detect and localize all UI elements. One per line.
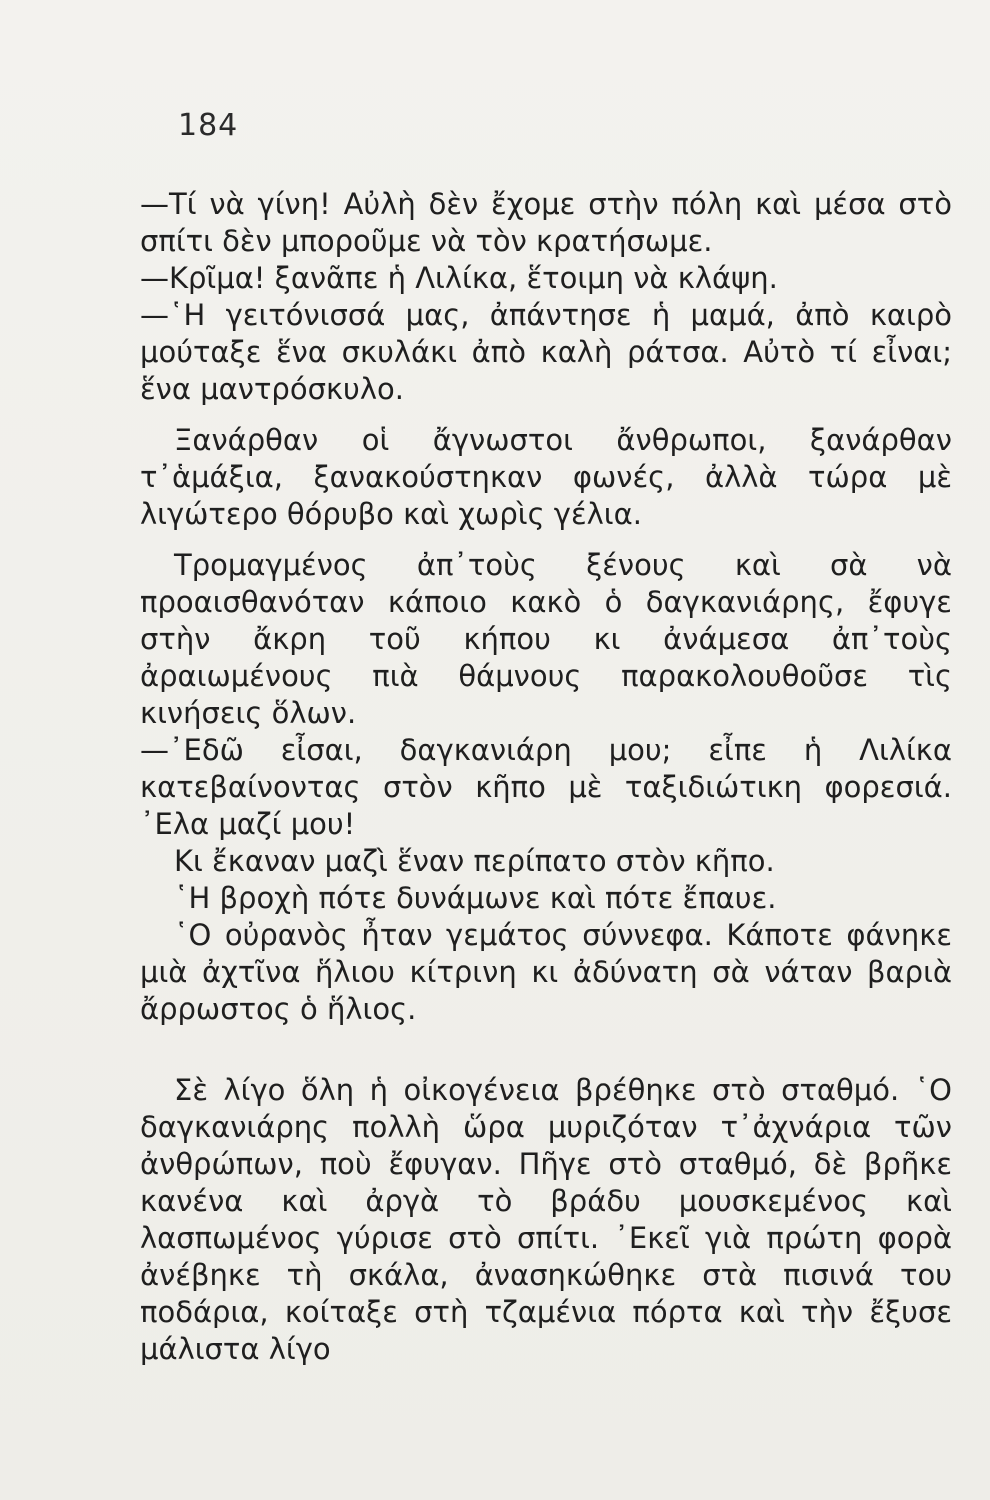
paragraph-2: —Κρῖμα! ξανᾶπε ἡ Λιλίκα, ἕτοιμη νὰ κλάψη. xyxy=(140,261,778,295)
paragraph-6: —᾽Εδῶ εἶσαι, δαγκανιάρη μου; εἶπε ἡ Λιλίκα κατεβαίνοντας στὸν κῆπο μὲ ταξιδιώτικη φορεσιά. ᾽Ελα μαζί μου! xyxy=(140,733,952,841)
paragraph-1: —Τί νὰ γίνη! Αὐλὴ δὲν ἔχομε στὴν πόλη καὶ μέσα στὸ σπίτι δὲν μποροῦμε νὰ τὸν κρατήσωμε. xyxy=(140,187,952,258)
paragraph-4: Ξανάρθαν οἱ ἄγνωστοι ἄνθρωποι, ξανάρθαν τ᾽ἁμάξια, ξανακούστηκαν φωνές, ἀλλὰ τώρα μὲ λιγώτερο θόρυβο καὶ χωρὶς γέλια. xyxy=(140,423,952,531)
paragraph-8: ῾Η βροχὴ πότε δυνάμωνε καὶ πότε ἔπαυε. xyxy=(174,881,777,915)
body-text xyxy=(140,186,952,1368)
paragraph-7: Κι ἔκαναν μαζὶ ἕναν περίπατο στὸν κῆπο. xyxy=(174,844,775,878)
paragraph-3: —῾Η γειτόνισσά μας, ἀπάντησε ἡ μαμά, ἀπὸ καιρὸ μούταξε ἕνα σκυλάκι ἀπὸ καλὴ ράτσα. Αὐτὸ τί εἶναι; ἕνα μαντρόσκυλο. xyxy=(140,298,952,406)
paragraph-10: Σὲ λίγο ὅλη ἡ οἰκογένεια βρέθηκε στὸ σταθμό. ῾Ο δαγκανιάρης πολλὴ ὥρα μυριζόταν τ᾽ἀχνάρια τῶν ἀνθρώπων, ποὺ ἔφυγαν. Πῆγε στὸ σταθμό, δὲ βρῆκε κανένα καὶ ἀργὰ τὸ βράδυ μουσκεμένος καὶ λασπωμένος γύρισε στὸ σπίτι. ᾽Εκεῖ γιὰ πρώτη φορὰ ἀνέβηκε τὴ σκάλα, ἀνασηκώθηκε στὰ πισινά του ποδάρια, κοίταξε στὴ τζαμένια πόρτα καὶ τὴν ἔξυσε μάλιστα λίγο xyxy=(140,1073,952,1366)
page-number: 184 xyxy=(178,108,239,143)
paragraph-5: Τρομαγμένος ἀπ᾽τοὺς ξένους καὶ σὰ νὰ προαισθανόταν κάποιο κακὸ ὁ δαγκανιάρης, ἔφυγε στὴν ἄκρη τοῦ κήπου κι ἀνάμεσα ἀπ᾽τοὺς ἀραιωμένους πιὰ θάμνους παρακολουθοῦσε τὶς κινήσεις ὅλων. xyxy=(140,548,952,730)
paragraph-9: ῾Ο οὐρανὸς ἦταν γεμάτος σύννεφα. Κάποτε φάνηκε μιὰ ἀχτῖνα ἥλιου κίτρινη κι ἀδύνατη σὰ νάταν βαριὰ ἄρρωστος ὁ ἥλιος. xyxy=(140,918,952,1026)
